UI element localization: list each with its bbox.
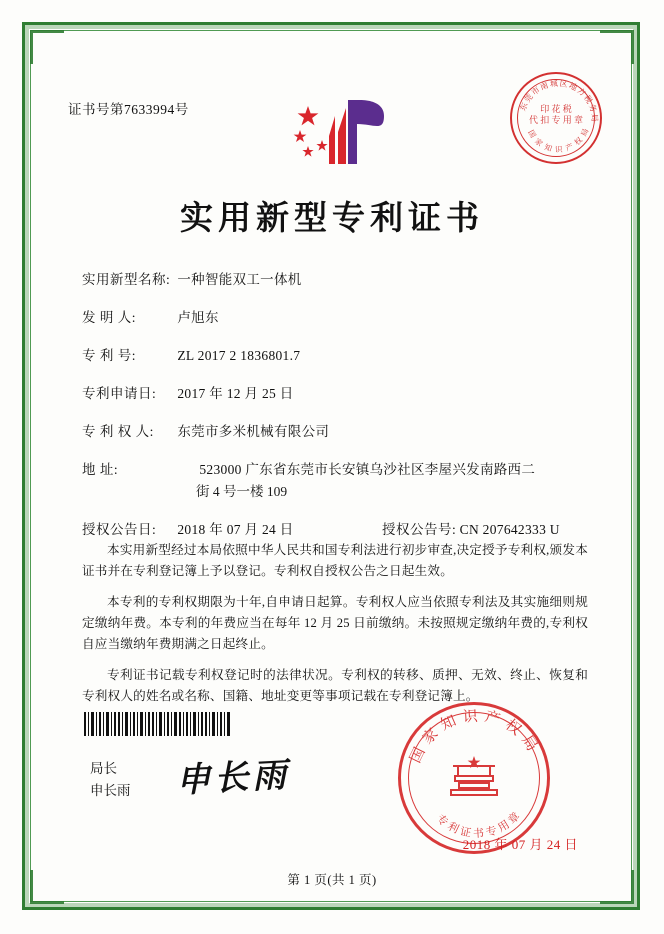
field-value-grant-publication-number: CN 207642333 U — [459, 522, 560, 537]
field-label-grant-date: 授权公告日: — [82, 522, 157, 537]
field-row-invention-name — [82, 270, 592, 290]
field-value-patentee: 东莞市多米机械有限公司 — [177, 424, 330, 439]
cnipa-official-seal-icon — [398, 702, 550, 854]
seal-date: 2018 年 07 月 24 日 — [462, 837, 578, 852]
director-title-label: 局长 — [90, 761, 117, 776]
field-label-application-date: 专利申请日: — [82, 386, 157, 401]
field-row-grant-date — [82, 520, 592, 540]
field-label-invention-name: 实用新型名称: — [82, 272, 171, 287]
signature-labels — [90, 758, 131, 802]
field-row-address — [82, 460, 592, 502]
cnipa-logo-icon — [288, 94, 398, 170]
legal-paragraphs — [82, 540, 588, 717]
national-emblem-icon — [445, 754, 503, 802]
patent-fields — [82, 270, 592, 558]
field-label-patent-number: 专 利 号: — [82, 348, 137, 363]
paragraph-3: 专利证书记载专利权登记时的法律状况。专利权的转移、质押、无效、终止、恢复和专利权人的姓名或名称、国籍、地址变更等事项记载在专利登记簿上。 — [82, 668, 588, 703]
svg-text:东莞市南城区地方税务局: 东莞市南城区地方税务局 — [518, 78, 600, 124]
field-row-application-date — [82, 384, 592, 404]
field-row-patent-number — [82, 346, 592, 366]
paragraph-2: 本专利的专利权期限为十年,自申请日起算。专利权人应当依照专利法及其实施细则规定缴纳年费。本专利的年费应当在每年 12 月 25 日前缴纳。未按照规定缴纳年费的,专利权自应当缴纳年费期满之日起终止。 — [82, 595, 588, 651]
field-value-inventor: 卢旭东 — [177, 310, 219, 325]
field-row-patentee — [82, 422, 592, 442]
svg-text:专利证书专用章: 专利证书专用章 — [433, 808, 525, 841]
cnipa-small-seal-icon — [510, 72, 602, 164]
svg-text:国家知识产权局: 国家知识产权局 — [407, 708, 544, 766]
field-value-address-line2: 街 4 号一楼 109 — [196, 484, 288, 499]
field-value-invention-name: 一种智能双工一体机 — [177, 272, 302, 287]
field-value-grant-date: 2018 年 07 月 24 日 — [177, 522, 294, 537]
field-label-patentee: 专 利 权 人: — [82, 424, 154, 439]
handwritten-signature: 申长雨 — [175, 755, 292, 801]
seal-center-text: 印 花 税 代 扣 专 用 章 — [528, 104, 583, 125]
svg-text:国 家 知 识 产 权 局: 国 家 知 识 产 权 局 — [526, 126, 591, 155]
certificate-content — [52, 52, 612, 887]
field-value-address-line1: 523000 广东省东莞市长安镇乌沙社区李屋兴发南路西二 — [199, 462, 536, 477]
page-footer: 第 1 页(共 1 页) — [287, 873, 377, 887]
field-row-inventor — [82, 308, 592, 328]
field-value-application-date: 2017 年 12 月 25 日 — [177, 386, 294, 401]
certificate-number: 证书号第7633994号 — [68, 102, 189, 117]
patent-barcode-icon — [84, 712, 232, 736]
grant-publication-group — [382, 520, 560, 540]
paragraph-1: 本实用新型经过本局依照中华人民共和国专利法进行初步审查,决定授予专利权,颁发本证书并在专利登记簿上予以登记。专利权自授权公告之日起生效。 — [82, 543, 588, 578]
field-label-address: 地 址: — [82, 462, 119, 477]
director-name-label: 申长雨 — [90, 783, 131, 798]
page-title: 实用新型专利证书 — [180, 201, 484, 237]
field-label-grant-publication-number: 授权公告号: — [382, 522, 457, 537]
field-label-inventor: 发 明 人: — [82, 310, 137, 325]
field-value-patent-number: ZL 2017 2 1836801.7 — [177, 348, 301, 363]
